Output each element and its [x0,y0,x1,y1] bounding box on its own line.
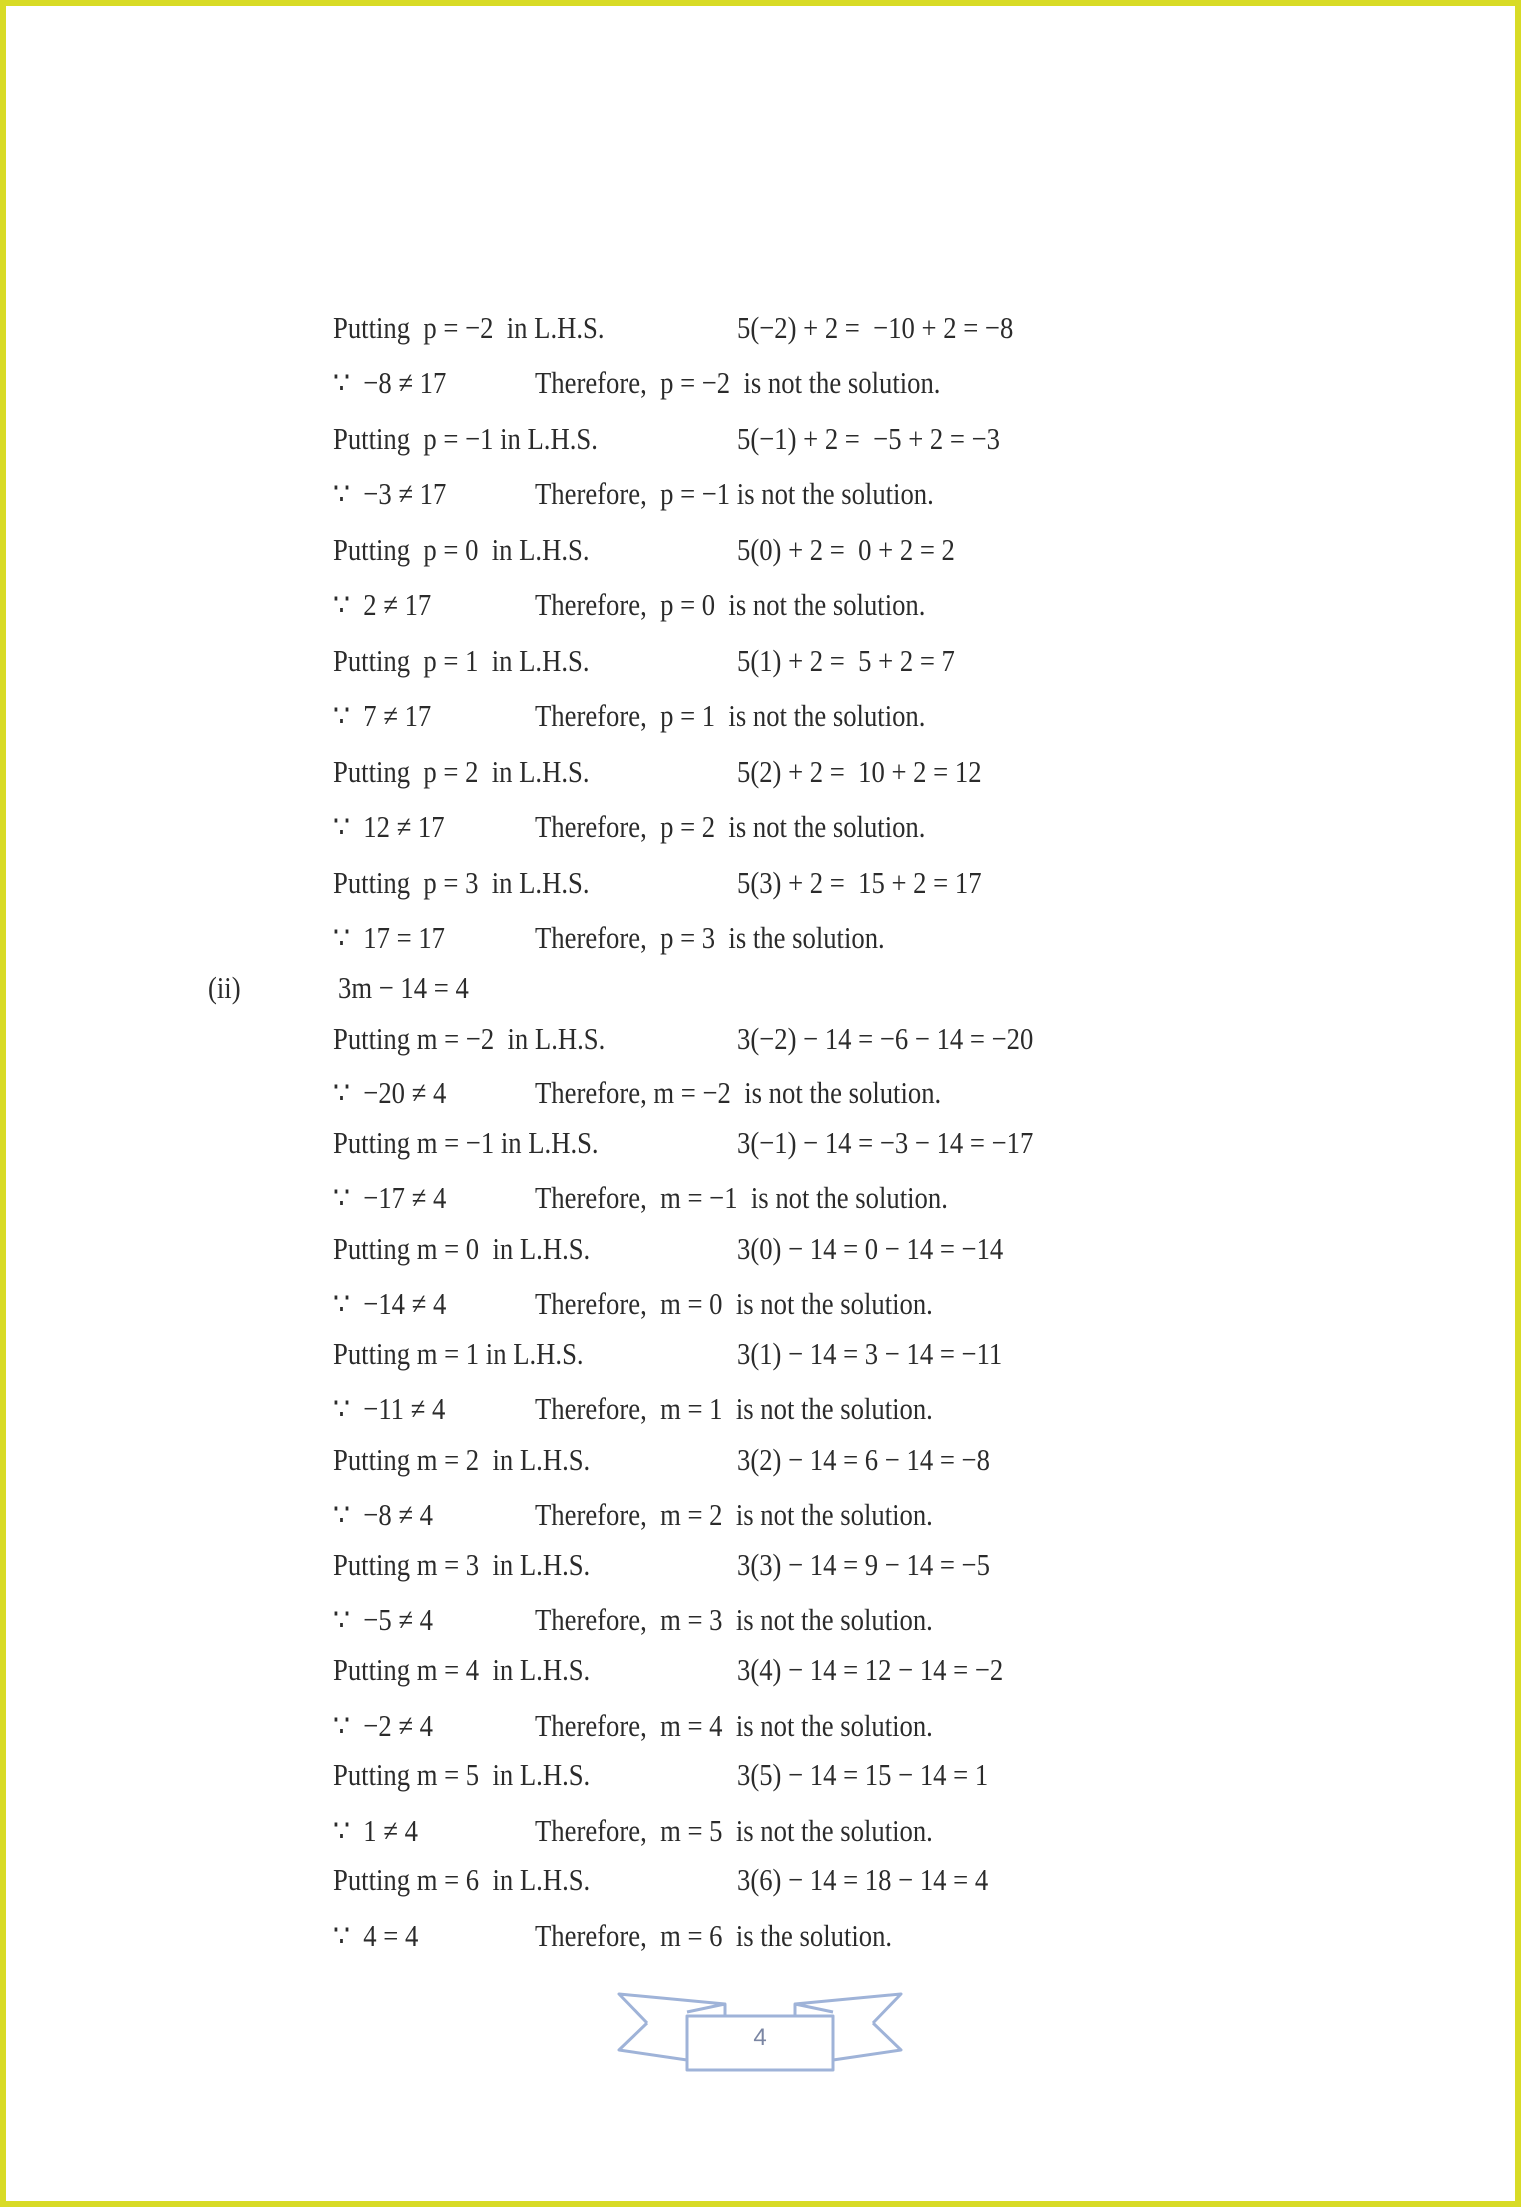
substitution-line: Putting p = 2 in L.H.S. [333,754,590,789]
conclusion: Therefore, m = 0 is not the solution. [535,1286,933,1321]
lhs-evaluation: 3(1) − 14 = 3 − 14 = −11 [737,1336,1003,1371]
substitution-line: Putting m = 0 in L.H.S. [333,1231,591,1266]
substitution-line: Putting m = 2 in L.H.S. [333,1442,591,1477]
comparison: ∵ 2 ≠ 17 [333,587,432,622]
substitution-line: Putting m = −2 in L.H.S. [333,1021,606,1056]
comparison: ∵ 4 = 4 [333,1918,419,1953]
lhs-evaluation: 5(3) + 2 = 15 + 2 = 17 [737,865,982,900]
lhs-evaluation: 3(−2) − 14 = −6 − 14 = −20 [737,1021,1034,1056]
conclusion: Therefore, p = 3 is the solution. [535,920,885,955]
comparison: ∵ −8 ≠ 17 [333,365,447,400]
substitution-line: Putting p = −2 in L.H.S. [333,310,605,345]
conclusion: Therefore, p = 2 is not the solution. [535,809,926,844]
conclusion: Therefore, m = 6 is the solution. [535,1918,893,1953]
lhs-evaluation: 3(4) − 14 = 12 − 14 = −2 [737,1652,1004,1687]
lhs-evaluation: 5(0) + 2 = 0 + 2 = 2 [737,532,955,567]
comparison: ∵ 12 ≠ 17 [333,809,445,844]
lhs-evaluation: 5(−2) + 2 = −10 + 2 = −8 [737,310,1014,345]
conclusion: Therefore, m = 5 is not the solution. [535,1813,933,1848]
substitution-line: Putting p = 0 in L.H.S. [333,532,590,567]
comparison: ∵ 17 = 17 [333,920,445,955]
conclusion: Therefore, p = −1 is not the solution. [535,476,934,511]
conclusion: Therefore, m = 3 is not the solution. [535,1602,933,1637]
comparison: ∵ −8 ≠ 4 [333,1497,433,1532]
comparison: ∵ −20 ≠ 4 [333,1075,447,1110]
substitution-line: Putting p = −1 in L.H.S. [333,421,598,456]
conclusion: Therefore, m = −1 is not the solution. [535,1180,948,1215]
comparison: ∵ −14 ≠ 4 [333,1286,447,1321]
substitution-line: Putting p = 3 in L.H.S. [333,865,590,900]
substitution-line: Putting p = 1 in L.H.S. [333,643,590,678]
conclusion: Therefore, m = −2 is not the solution. [535,1075,942,1110]
lhs-evaluation: 5(2) + 2 = 10 + 2 = 12 [737,754,982,789]
comparison: ∵ −2 ≠ 4 [333,1708,433,1743]
comparison: ∵ −3 ≠ 17 [333,476,447,511]
substitution-line: Putting m = 1 in L.H.S. [333,1336,584,1371]
comparison: ∵ −5 ≠ 4 [333,1602,433,1637]
page-number: 4 [753,2024,767,2051]
substitution-line: Putting m = 5 in L.H.S. [333,1757,591,1792]
lhs-evaluation: 3(2) − 14 = 6 − 14 = −8 [737,1442,990,1477]
comparison: ∵ 1 ≠ 4 [333,1813,418,1848]
page-number-ribbon [617,1990,903,2080]
lhs-evaluation: 3(5) − 14 = 15 − 14 = 1 [737,1757,989,1792]
equation: 3m − 14 = 4 [338,970,469,1005]
conclusion: Therefore, p = −2 is not the solution. [535,365,941,400]
lhs-evaluation: 5(1) + 2 = 5 + 2 = 7 [737,643,955,678]
conclusion: Therefore, p = 0 is not the solution. [535,587,926,622]
conclusion: Therefore, p = 1 is not the solution. [535,698,926,733]
substitution-line: Putting m = −1 in L.H.S. [333,1125,599,1160]
lhs-evaluation: 5(−1) + 2 = −5 + 2 = −3 [737,421,1000,456]
comparison: ∵ −17 ≠ 4 [333,1180,447,1215]
lhs-evaluation: 3(0) − 14 = 0 − 14 = −14 [737,1231,1004,1266]
lhs-evaluation: 3(6) − 14 = 18 − 14 = 4 [737,1862,989,1897]
comparison: ∵ 7 ≠ 17 [333,698,432,733]
conclusion: Therefore, m = 4 is not the solution. [535,1708,933,1743]
lhs-evaluation: 3(−1) − 14 = −3 − 14 = −17 [737,1125,1034,1160]
lhs-evaluation: 3(3) − 14 = 9 − 14 = −5 [737,1547,990,1582]
substitution-line: Putting m = 6 in L.H.S. [333,1862,591,1897]
comparison: ∵ −11 ≠ 4 [333,1391,446,1426]
conclusion: Therefore, m = 2 is not the solution. [535,1497,933,1532]
substitution-line: Putting m = 3 in L.H.S. [333,1547,591,1582]
conclusion: Therefore, m = 1 is not the solution. [535,1391,933,1426]
substitution-line: Putting m = 4 in L.H.S. [333,1652,591,1687]
part-label: (ii) [208,970,241,1005]
